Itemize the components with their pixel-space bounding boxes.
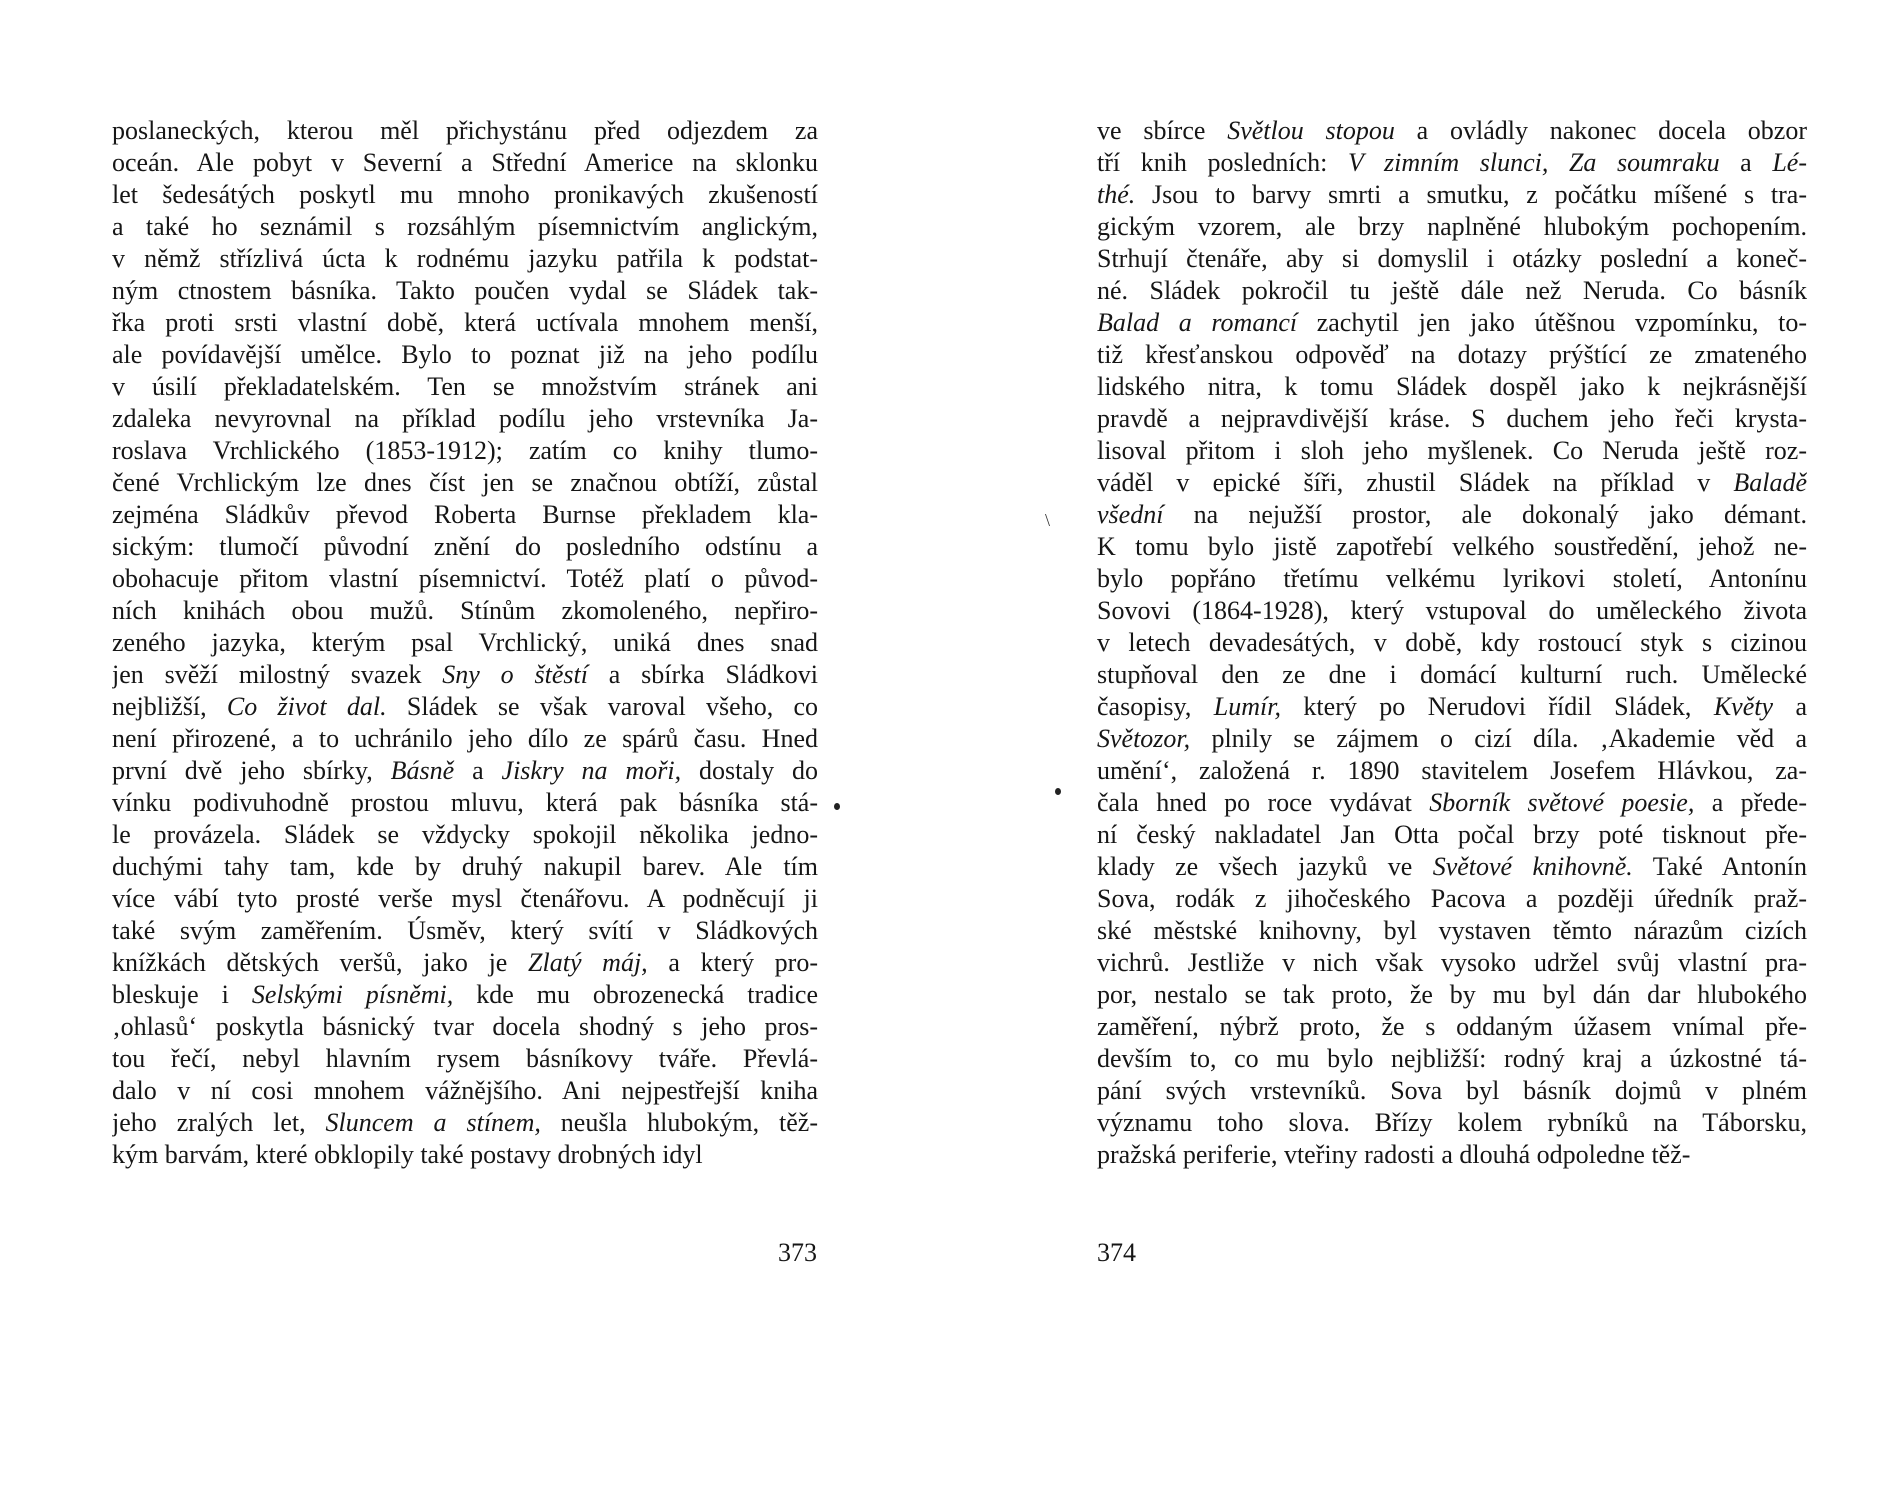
- italic-title: Básně: [390, 756, 455, 785]
- text-line: řka proti srsti vlastní době, která uctívala mnohem menší,: [112, 308, 818, 337]
- text-segment: a ovládly nakonec docela obzor: [1394, 116, 1807, 145]
- italic-title: thé.: [1097, 180, 1136, 209]
- text-segment: první dvě jeho sbírky,: [112, 756, 391, 785]
- text-segment: plnily se zájmem o cizí díla. ‚Akademie věd a: [1190, 724, 1807, 753]
- text-line: [1097, 467, 1807, 499]
- text-segment: váděl v epické šíři, zhustil Sládek na příklad v: [1097, 468, 1734, 497]
- text-line: [1097, 691, 1807, 723]
- text-segment: jen svěží milostný svazek: [112, 660, 443, 689]
- italic-title: Světozor,: [1097, 724, 1191, 753]
- text-line: Sova, rodák z jihočeského Pacova a později úředník praž-: [1097, 884, 1807, 913]
- text-line: v němž střízlivá úcta k rodnému jazyku patřila k podstat-: [112, 244, 818, 273]
- text-line: vínku podivuhodně prostou mluvu, která pak básníka stá-: [112, 788, 818, 817]
- text-segment: nejbližší,: [112, 692, 227, 721]
- italic-title: Světové knihovně.: [1432, 852, 1633, 881]
- text-line: obohacuje přitom vlastní písemnictví. Totéž platí o původ-: [112, 564, 818, 593]
- text-line: více vábí tyto prosté verše mysl čtenářovu. A podněcují ji: [112, 884, 818, 913]
- text-line: zejména Sládkův převod Roberta Burnse překladem kla-: [112, 500, 818, 529]
- text-line: tou řečí, nebyl hlavním rysem básníkovy tváře. Převlá-: [112, 1044, 818, 1073]
- italic-title: Lumír,: [1213, 692, 1281, 721]
- text-line: ‚ohlasů‘ poskytla básnický tvar docela shodný s jeho pros-: [112, 1012, 818, 1041]
- text-line: zeného jazyka, kterým psal Vrchlický, uniká dnes snad: [112, 628, 818, 657]
- right-page-text: [1097, 115, 1807, 1171]
- text-segment: tří knih posledních:: [1097, 148, 1349, 177]
- text-line: por, nestalo se tak proto, že by mu byl dán dar hlubokého: [1097, 980, 1807, 1009]
- text-line: ské městské knihovny, byl vystaven těmto nárazům cizích: [1097, 916, 1807, 945]
- text-line: není přirozené, a to uchránilo jeho dílo ze spárů času. Hned: [112, 724, 818, 753]
- text-line: lisoval přitom i sloh jeho myšlenek. Co Neruda ještě roz-: [1097, 436, 1807, 465]
- text-line: zaměření, nýbrž proto, že s oddaným úžasem vnímal pře-: [1097, 1012, 1807, 1041]
- text-line: v úsilí překladatelském. Ten se množstvím stránek ani: [112, 372, 818, 401]
- text-line: oceán. Ale pobyt v Severní a Střední Americe na sklonku: [112, 148, 818, 177]
- text-line: let šedesátých poskytl mu mnoho pronikavých zkušeností: [112, 180, 818, 209]
- text-line: [1097, 499, 1807, 531]
- italic-title: Co život dal.: [226, 692, 387, 721]
- text-segment: zachytil jen jako útěšnou vzpomínku, to-: [1297, 308, 1807, 337]
- text-line: poslaneckých, kterou měl přichystánu před odjezdem za: [112, 116, 818, 145]
- text-line: [112, 755, 818, 787]
- text-segment: ve sbírce: [1097, 116, 1228, 145]
- left-page-text: [112, 115, 818, 1171]
- text-line: ních knihách obou mužů. Stínům zkomoleného, nepřiro-: [112, 596, 818, 625]
- text-line: ní český nakladatel Jan Otta počal brzy poté tisknout pře-: [1097, 820, 1807, 849]
- text-line: [1097, 787, 1807, 819]
- italic-title: Květy: [1713, 692, 1774, 721]
- italic-title: Jiskry na moři,: [501, 756, 682, 785]
- text-segment: a: [454, 756, 502, 785]
- text-line: stupňoval den ze dne i domácí kulturní ruch. Umělecké: [1097, 660, 1807, 689]
- text-segment: dostaly do: [681, 756, 818, 785]
- text-line: [112, 659, 818, 691]
- text-line: né. Sládek pokročil tu ještě dále než Neruda. Co básník: [1097, 276, 1807, 305]
- italic-title: Selskými písněmi,: [251, 980, 454, 1009]
- text-line: [1097, 115, 1807, 147]
- text-line: významu toho slova. Břízy kolem rybníků na Táborsku,: [1097, 1108, 1807, 1137]
- text-line: dalo v ní cosi mnohem vážnějšího. Ani nejpestřejší kniha: [112, 1076, 818, 1105]
- text-line: le provázela. Sládek se vždycky spokojil několika jedno-: [112, 820, 818, 849]
- italic-title: Sluncem a stínem,: [325, 1108, 541, 1137]
- italic-title: Baladě: [1733, 468, 1807, 497]
- text-line: [112, 947, 818, 979]
- text-segment: Jsou to barvy smrti a smutku, z počátku míšené s tra-: [1135, 180, 1807, 209]
- text-segment: neušla hlubokým, těž-: [540, 1108, 818, 1137]
- text-line: duchými tahy tam, kde by druhý nakupil barev. Ale tím: [112, 852, 818, 881]
- text-segment: čala hned po roce vydávat: [1097, 788, 1430, 817]
- page-number-left: 373: [778, 1238, 817, 1267]
- text-line: [1097, 723, 1807, 755]
- text-line: sickým: tlumočí původní znění do posledního odstínu a: [112, 532, 818, 561]
- text-line: ale povídavější umělce. Bylo to poznat již na jeho podílu: [112, 340, 818, 369]
- text-line: [1097, 147, 1807, 179]
- text-line: gickým vzorem, ale brzy naplněné hlubokým pochopením.: [1097, 212, 1807, 241]
- text-segment: a sbírka Sládkovi: [587, 660, 818, 689]
- text-line: pražská periferie, vteřiny radosti a dlouhá odpoledne těž-: [1097, 1140, 1691, 1169]
- text-line: pání svých vrstevníků. Sova byl básník dojmů v plném: [1097, 1076, 1807, 1105]
- text-segment: a: [1719, 148, 1773, 177]
- text-line: tiž křesťanskou odpověď na dotazy prýštící ze zmateného: [1097, 340, 1807, 369]
- text-line: v letech devadesátých, v době, kdy rostoucí styk s cizinou: [1097, 628, 1807, 657]
- text-segment: bleskuje i: [112, 980, 252, 1009]
- text-line: kým barvám, které obklopily také postavy drobných idyl: [112, 1140, 703, 1169]
- text-line: zdaleka nevyrovnal na příklad podílu jeho vrstevníka Ja-: [112, 404, 818, 433]
- text-line: a také ho seznámil s rozsáhlým písemnictvím anglickým,: [112, 212, 818, 241]
- italic-title: Světlou stopou: [1227, 116, 1395, 145]
- text-segment: na nejužší prostor, ale dokonalý jako démant.: [1163, 500, 1807, 529]
- text-segment: kde mu obrozenecká tradice: [453, 980, 818, 1009]
- text-line: [1097, 307, 1807, 339]
- text-line: Sovovi (1864-1928), který vstupoval do uměleckého života: [1097, 596, 1807, 625]
- text-line: [1097, 179, 1807, 211]
- italic-title: Balad a romancí: [1097, 308, 1298, 337]
- text-line: umění‘, založená r. 1890 stavitelem Josefem Hlávkou, za-: [1097, 756, 1807, 785]
- text-segment: časopisy,: [1097, 692, 1214, 721]
- text-line: bylo popřáno třetímu velkému lyrikovi století, Antonínu: [1097, 564, 1807, 593]
- text-segment: jeho zralých let,: [112, 1108, 326, 1137]
- text-line: vichrů. Jestliže v nich však vysoko udržel svůj vlastní pra-: [1097, 948, 1807, 977]
- italic-title: V zimním slunci, Za soumraku: [1348, 148, 1720, 177]
- text-segment: Také Antonín: [1632, 852, 1807, 881]
- italic-title: Sborník světové poesie,: [1429, 788, 1695, 817]
- text-line: K tomu bylo jistě zapotřebí velkého soustředění, jehož ne-: [1097, 532, 1807, 561]
- scan-mark: \: [1045, 510, 1051, 530]
- scan-speck: [1055, 788, 1061, 795]
- right-page: [949, 0, 1898, 1500]
- text-segment: knížkách dětských veršů, jako je: [112, 948, 529, 977]
- italic-title: Lé-: [1772, 148, 1807, 177]
- text-line: [112, 691, 818, 723]
- text-line: devším to, co mu bylo nejbližší: rodný kraj a úzkostné tá-: [1097, 1044, 1807, 1073]
- text-segment: a který pro-: [647, 948, 818, 977]
- italic-title: Zlatý máj,: [528, 948, 648, 977]
- text-line: [112, 979, 818, 1011]
- text-segment: klady ze všech jazyků ve: [1097, 852, 1433, 881]
- text-line: roslava Vrchlického (1853-1912); zatím co knihy tlumo-: [112, 436, 818, 465]
- text-line: čené Vrchlickým lze dnes číst jen se značnou obtíží, zůstal: [112, 468, 818, 497]
- text-line: [112, 1107, 818, 1139]
- text-line: Strhují čtenáře, aby si domyslil i otázky poslední a koneč-: [1097, 244, 1807, 273]
- text-segment: a: [1773, 692, 1807, 721]
- text-segment: který po Nerudovi řídil Sládek,: [1281, 692, 1714, 721]
- text-line: pravdě a nejpravdivější kráse. S duchem jeho řeči krysta-: [1097, 404, 1807, 433]
- text-line: [1097, 851, 1807, 883]
- page-number-right: 374: [1097, 1238, 1136, 1267]
- italic-title: všední: [1097, 500, 1164, 529]
- text-segment: Sládek se však varoval všeho, co: [386, 692, 818, 721]
- text-line: ným ctnostem básníka. Takto poučen vydal se Sládek tak-: [112, 276, 818, 305]
- text-segment: a přede-: [1694, 788, 1807, 817]
- text-line: také svým zaměřením. Úsměv, který svítí v Sládkových: [112, 916, 818, 945]
- scan-speck: [834, 803, 840, 810]
- text-line: lidského nitra, k tomu Sládek dospěl jako k nejkrásnější: [1097, 372, 1807, 401]
- italic-title: Sny o štěstí: [442, 660, 588, 689]
